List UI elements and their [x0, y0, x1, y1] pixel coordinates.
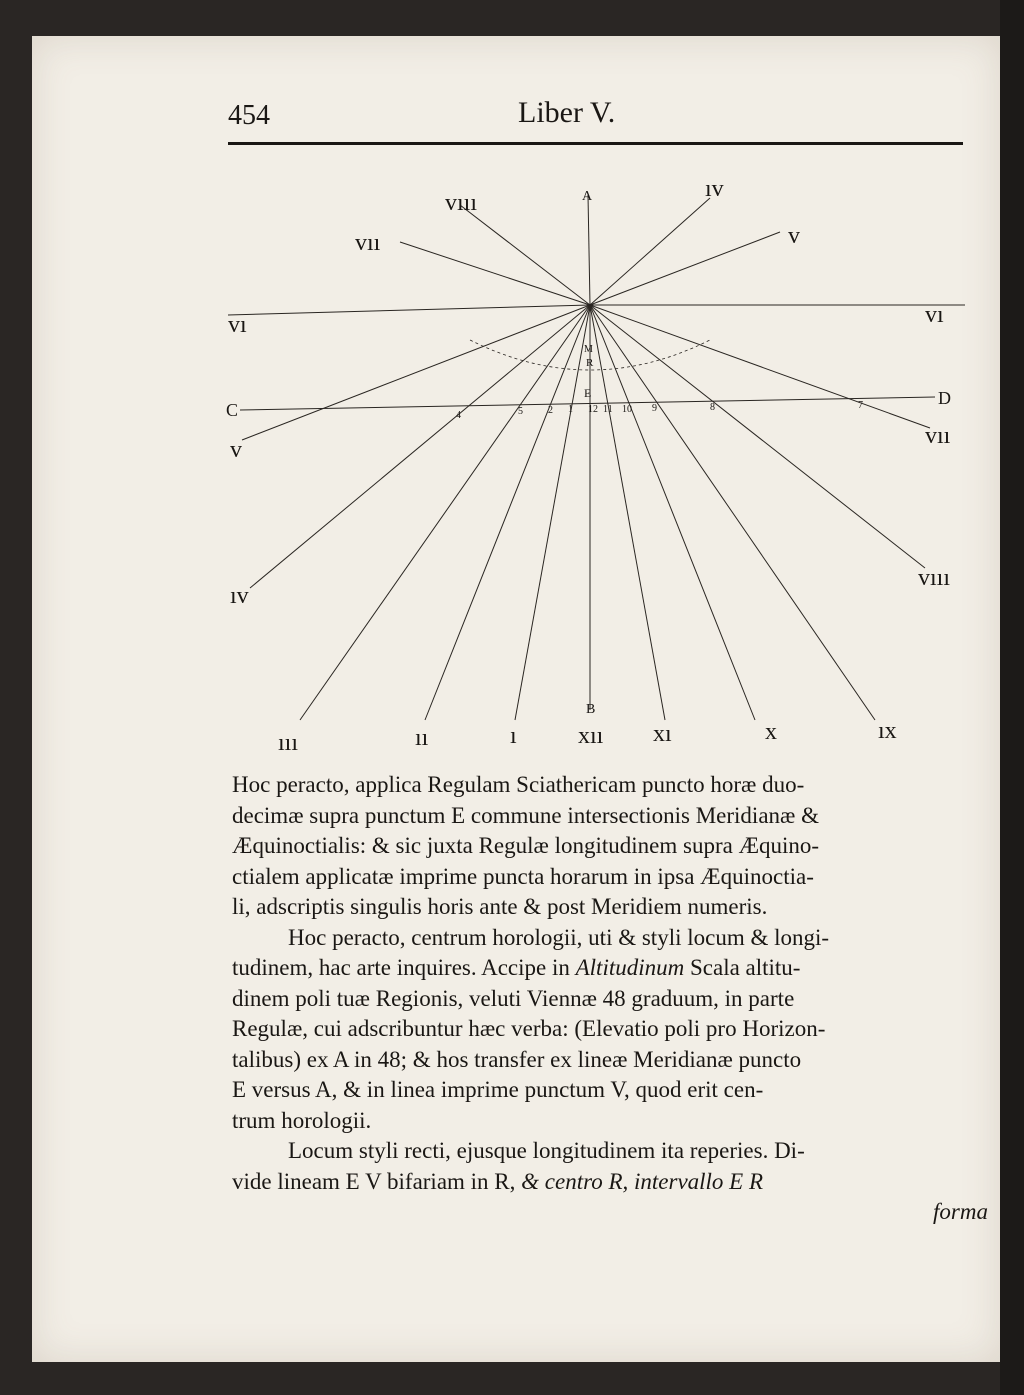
text-run: tudinem, hac arte inquires. Accipe in: [232, 955, 576, 980]
text-line: Regulæ, cui adscribuntur hæc verba: (Elevatio poli pro Horizon-: [232, 1016, 826, 1041]
label-d: D: [938, 388, 951, 408]
hour-lines: [228, 195, 965, 720]
meridian-top: [588, 195, 590, 305]
scale-mark: 2: [548, 405, 553, 416]
hour-line-iv-left: [250, 305, 590, 588]
hour-line-vi-left: [228, 305, 590, 315]
hour-line-ix: [590, 305, 875, 720]
italic-term: Altitudinum: [575, 955, 685, 980]
hour-line-iii: [300, 305, 590, 720]
hour-line-vii-top: [400, 242, 590, 305]
text-line: [232, 953, 988, 984]
paragraph-3: [232, 1136, 988, 1228]
scale-mark: 5: [518, 406, 523, 417]
label-bottom-xii: xıı: [578, 723, 604, 749]
text-line: E versus A, & in linea imprime punctum V, quod erit cen-: [232, 1077, 764, 1102]
point-b-label: B: [586, 702, 596, 717]
text-line: Hoc peracto, applica Regulam Sciathericam puncto horæ duo-: [232, 772, 805, 797]
hour-line-ii: [425, 305, 590, 720]
text-line: dinem poli tuæ Regionis, veluti Viennæ 48 graduum, in parte: [232, 985, 795, 1011]
point-m-label: M: [584, 344, 593, 355]
catchword: forma: [933, 1199, 988, 1224]
text-line: Æquinoctialis: & sic juxta Regulæ longitudinem supra Æquino-: [232, 833, 820, 858]
hour-line-iv-top: [590, 198, 710, 305]
label-bottom-ix: ıx: [878, 718, 897, 744]
label-bottom-x: x: [765, 719, 777, 745]
body-text: [232, 770, 988, 1228]
paragraph-1: [232, 770, 988, 923]
text-line: Locum styli recti, ejusque longitudinem ita reperies. Di-: [288, 1138, 805, 1163]
point-e-label: E: [584, 386, 592, 400]
label-bottom-xi: xı: [653, 721, 672, 747]
equinoctial-scale: [456, 400, 863, 421]
label-c: C: [226, 400, 239, 420]
label-bottom-i: ı: [510, 723, 517, 749]
label-top-vii: vıı: [355, 230, 381, 256]
text-line: ctialem applicatæ imprime puncta horarum in ipsa Æquinoctia-: [232, 863, 814, 889]
italic-phrase: & centro R, intervallo E R: [521, 1168, 764, 1194]
text-line: decimæ supra punctum E commune intersectionis Meridianæ &: [232, 802, 820, 828]
label-left-vi: vı: [228, 312, 247, 338]
hour-line-viii-right: [590, 305, 925, 568]
label-right-viii: vııı: [918, 565, 951, 591]
text-line: [232, 1167, 988, 1198]
text-line: Hoc peracto, centrum horologii, uti & styli locum & longi-: [288, 924, 830, 950]
hour-line-v-left: [242, 305, 590, 440]
scale-mark: 7: [858, 400, 863, 411]
label-right-vi: vı: [925, 302, 944, 328]
label-right-vii: vıı: [925, 423, 951, 449]
text-run: vide lineam E V bifariam in R,: [232, 1168, 522, 1194]
running-head: Liber V.: [518, 96, 616, 129]
text-line: talibus) ex A in 48; & hos transfer ex lineæ Meridianæ puncto: [232, 1046, 802, 1072]
label-top-iv: ıv: [705, 176, 724, 202]
point-a-label: A: [582, 189, 593, 204]
scale-mark: 1: [568, 404, 573, 415]
point-r-label: R: [586, 357, 594, 369]
text-run: Scala altitu-: [684, 955, 801, 980]
hour-line-v-top: [590, 232, 780, 305]
label-left-v: v: [230, 437, 242, 463]
scale-mark: 10: [622, 404, 632, 415]
scale-mark: 8: [710, 402, 715, 413]
paragraph-2: [232, 923, 988, 1137]
hour-line-viii-top: [460, 205, 590, 305]
label-bottom-ii: ıı: [415, 725, 429, 751]
text-line: li, adscriptis singulis horis ante & post Meridiem numeris.: [232, 894, 768, 919]
hour-line-i: [515, 305, 590, 720]
hour-line-x: [590, 305, 755, 720]
scale-mark: 11: [603, 404, 613, 415]
scale-mark: 12: [588, 404, 598, 415]
label-left-iv: ıv: [230, 583, 249, 609]
scale-mark: 9: [652, 403, 657, 414]
text-line: trum horologii.: [232, 1107, 372, 1133]
label-top-v: v: [788, 223, 800, 249]
label-top-viii: vııı: [445, 190, 478, 216]
page-number: 454: [228, 100, 270, 131]
scale-mark: 4: [456, 410, 461, 421]
hour-line-vii-right: [590, 305, 930, 428]
label-bottom-iii: ııı: [278, 730, 299, 756]
